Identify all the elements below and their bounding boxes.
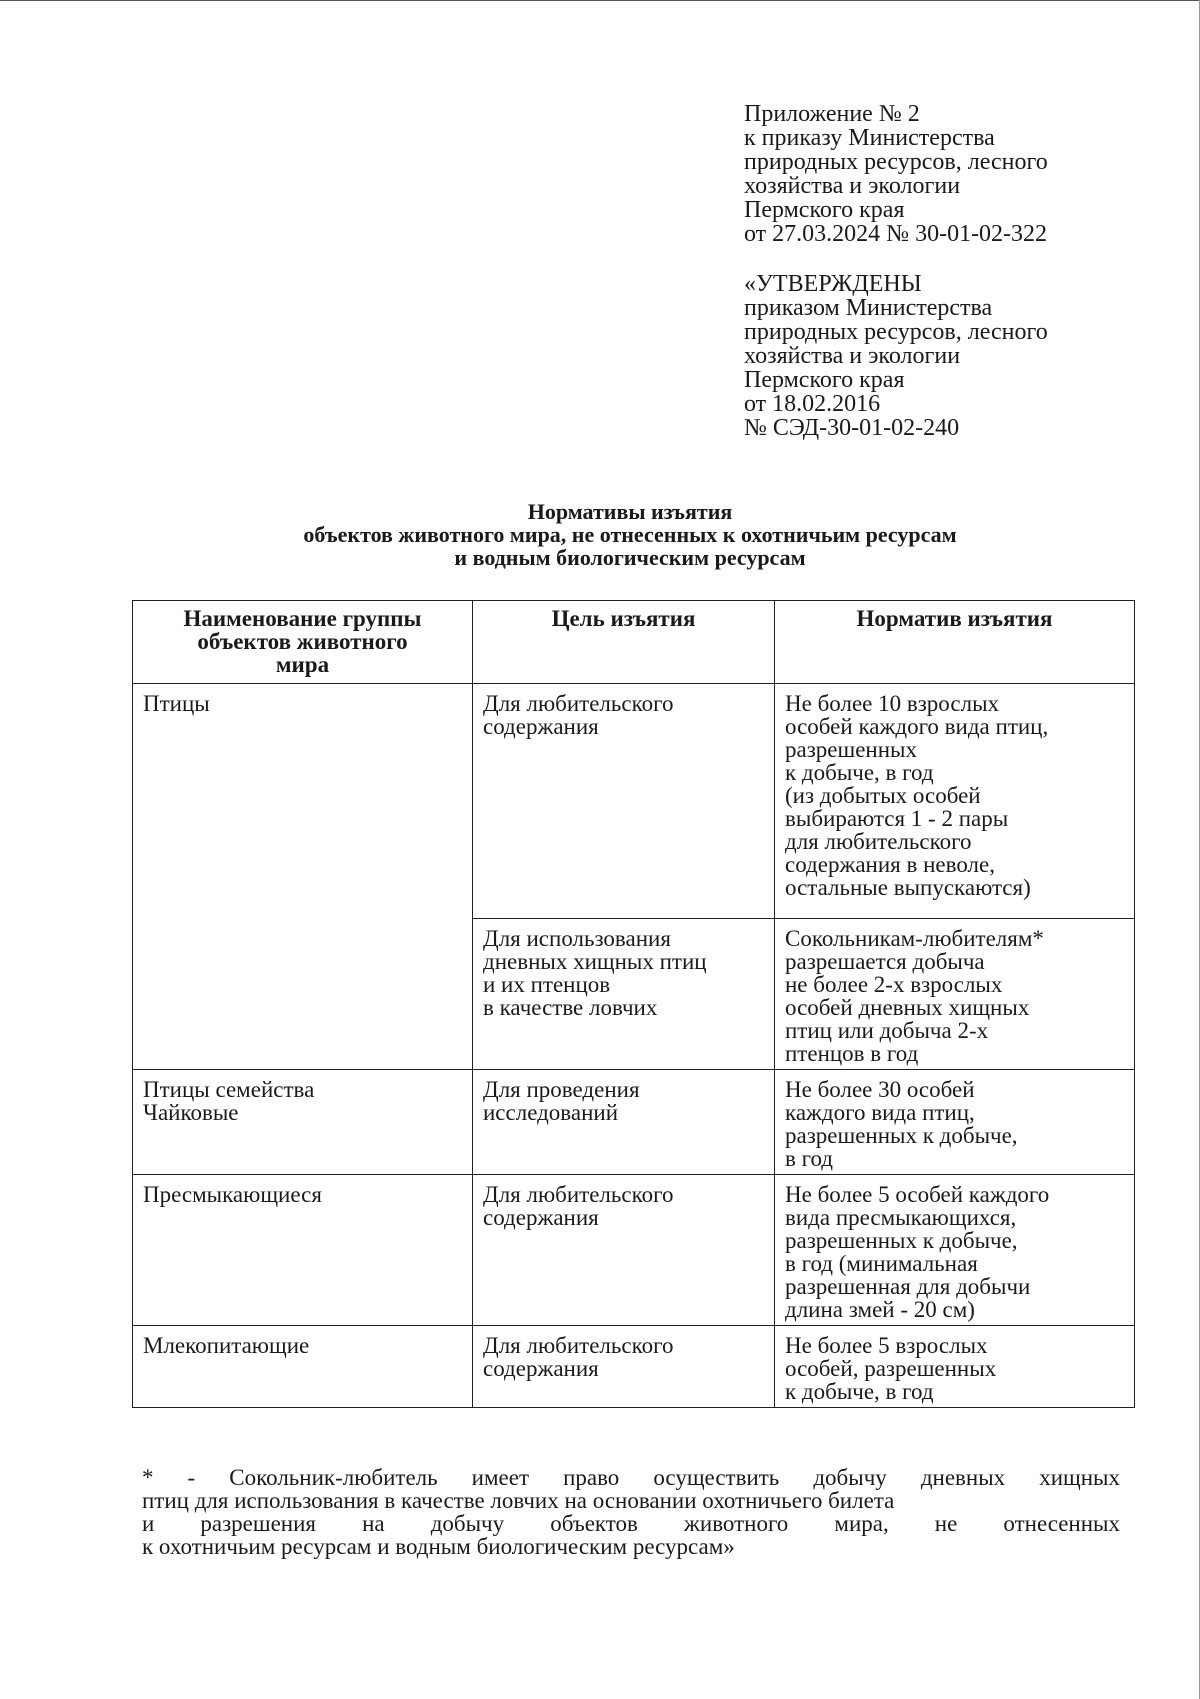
header-group: Наименование группы объектов животного мира — [133, 601, 473, 684]
approval-line: Пермского края — [744, 367, 905, 393]
footnote-line: птиц для использования в качестве ловчих на основании охотничьего билета — [142, 1488, 895, 1513]
header-norm: Норматив изъятия — [775, 601, 1135, 684]
cell-purpose: Для использования дневных хищных птиц и их птенцов в качестве ловчих — [473, 919, 775, 1070]
table-row — [133, 1326, 1135, 1408]
cell-group: Пресмыкающиеся — [133, 1175, 473, 1326]
footnote — [142, 1466, 1120, 1558]
approval-line: № СЭД-30-01-02-240 — [744, 415, 960, 441]
cell-norm: Не более 5 взрослых особей, разрешенных к добыче, в год — [775, 1326, 1135, 1408]
cell-purpose: Для любительского содержания — [473, 684, 775, 919]
cell-norm: Не более 10 взрослых особей каждого вида птиц, разрешенных к добыче, в год (из добытых особей выбираются 1 - 2 пары для любительского содержания в неволе, остальные выпускаются) — [775, 684, 1135, 919]
header-purpose: Цель изъятия — [473, 601, 775, 684]
cell-norm: Не более 5 особей каждого вида пресмыкающихся, разрешенных к добыче, в год (минимальная разрешенная для добычи длина змей - 20 см) — [775, 1175, 1135, 1326]
approval-line: приказом Министерства — [744, 295, 993, 321]
approval-line: природных ресурсов, лесного — [744, 319, 1048, 345]
appendix-line: хозяйства и экологии — [744, 173, 961, 199]
footnote-line: к охотничьим ресурсам и водным биологическим ресурсам» — [142, 1534, 735, 1559]
appendix-line: Пермского края — [744, 197, 905, 223]
cell-group: Птицы семейства Чайковые — [133, 1070, 473, 1175]
norms-table — [132, 600, 1135, 1408]
cell-purpose: Для любительского содержания — [473, 1175, 775, 1326]
footnote-line: и разрешения на добычу объектов животного мира, не отнесенных — [142, 1511, 1120, 1536]
cell-group-birds: Птицы — [133, 684, 473, 1070]
appendix-line: к приказу Министерства — [744, 125, 995, 151]
approval-line: «УТВЕРЖДЕНЫ — [744, 271, 922, 297]
approval-block — [744, 272, 1164, 440]
scan-top-edge — [0, 0, 1200, 1]
title-line: и водным биологическим ресурсам — [454, 545, 806, 570]
approval-line: хозяйства и экологии — [744, 343, 961, 369]
appendix-line: Приложение № 2 — [744, 101, 920, 127]
table-header-row — [133, 601, 1135, 684]
table-row — [133, 1070, 1135, 1175]
title-line: Нормативы изъятия — [527, 499, 733, 524]
cell-group: Млекопитающие — [133, 1326, 473, 1408]
cell-purpose: Для проведения исследований — [473, 1070, 775, 1175]
footnote-line: * - Сокольник-любитель имеет право осуществить добычу дневных хищных — [142, 1465, 1120, 1490]
approval-line: от 18.02.2016 — [744, 391, 881, 417]
title-line: объектов животного мира, не отнесенных к охотничьим ресурсам — [303, 522, 957, 547]
table-row — [133, 1175, 1135, 1326]
cell-norm: Сокольникам-любителям* разрешается добыча не более 2-х взрослых особей дневных хищных птиц или добыча 2-х птенцов в год — [775, 919, 1135, 1070]
document-title — [130, 500, 1130, 569]
appendix-line: от 27.03.2024 № 30-01-02-322 — [744, 221, 1048, 247]
cell-norm: Не более 30 особей каждого вида птиц, разрешенных к добыче, в год — [775, 1070, 1135, 1175]
appendix-line: природных ресурсов, лесного — [744, 149, 1048, 175]
appendix-block — [744, 102, 1164, 246]
table-row — [133, 684, 1135, 919]
cell-purpose: Для любительского содержания — [473, 1326, 775, 1408]
